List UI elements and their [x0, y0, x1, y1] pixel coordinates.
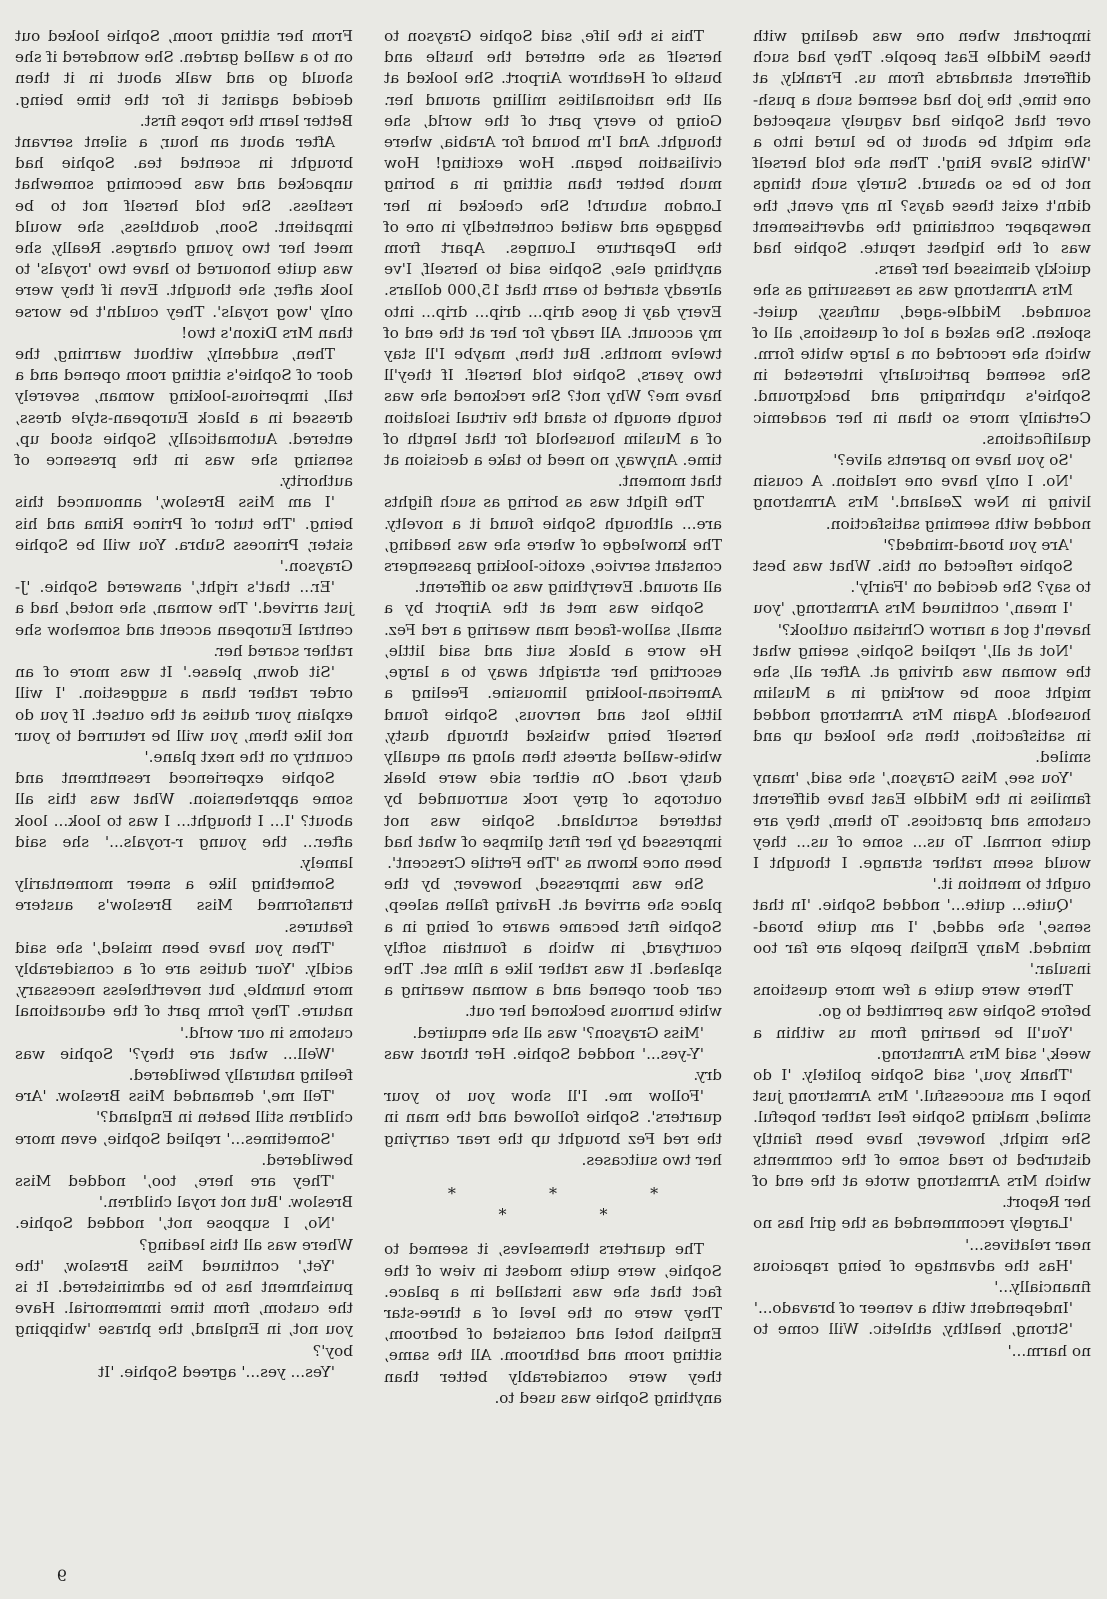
paragraph: 'So you have no parents alive?' — [833, 451, 1073, 470]
paragraph: This is the life, said Sophie Grayson to herself as she entered the hustle and bustle of Heathrow Airport. She looked at all the nationalities milling around her. Going to every part of the world, she thought. And I'm bound for Arabia, where civilisation began. How exciting! How much better than sitting in a boring London suburb! She checked in her baggage and waited contentedly in one of the Departure Lounges. Apart from anything else, Sophie said to herself, I've already started to earn that 15,000 dollars. Every day it goes drip... drip... drip... into my account. All ready for her at the end of twelve months. But then, maybe I'll stay two years, Sophie told herself. If they'll have me? Why not? She reckoned she was tough enough to stand the virtual isolation of a Muslim household for that length of time. Anyway, no need to take a decision at that moment. — [384, 27, 722, 491]
paragraph: 'Then you have been misled,' she said acidly. 'Your duties are of a considerably more humble, but nevertheless necessary, nature. They form part of the educational customs in our world.' — [15, 938, 353, 1042]
paragraph: 'I am Miss Breslow,' announced this being. 'The tutor of Prince Rima and his sister, Princess Subra. You will be Sophie Grayson.' — [15, 493, 353, 576]
paragraph: 'No, I suppose not,' nodded Sophie. Where was all this leading? — [15, 1214, 353, 1254]
paragraph: Sophie was met at the Airport by a small, sallow-faced man wearing a red Fez. He wore a black suit and said little, escorting her straight away to a large, American-looking limousine. Feeling a little lost and nervous, Sophie found herself being whisked through dusty, white-walled streets then along an equally dusty road. On either side were bleak outcrops of grey rock surrounded by tattered scrubland. Sophie was not impressed by her first glimpse of what had been once known as 'The Fertile Crescent'. — [384, 599, 722, 872]
paragraph: From her sitting room, Sophie looked out on to a walled garden. She wondered if she should go and walk about in it then decided against it for the time being. Better learn the ropes first. — [15, 27, 353, 130]
page-number: 9 — [56, 1566, 67, 1585]
paragraph: 'Follow me. I'll show you to your quarters'. Sophie followed and the man in the red Fez brought up the rear carrying her two suitcases. — [384, 1087, 722, 1169]
paragraph: 'Tell me,' demanded Miss Breslow. 'Are children still beaten in England?' — [15, 1087, 353, 1127]
text-column-1 — [753, 26, 1091, 1362]
paragraph: 'Independent with a veneer of bravado...' — [753, 1299, 1073, 1318]
paragraph: 'Er... that's right,' answered Sophie. 'J-just arrived.' The woman, she noted, had a central European accent and somehow she rather scared her. — [15, 578, 353, 660]
text-column-2 — [384, 26, 722, 1409]
paragraph: 'Are you broad-minded?' — [883, 535, 1073, 554]
paragraph: Sophie reflected on this. What was best to say? She decided on 'Fairly'. — [753, 557, 1091, 597]
paragraph: Something like a sneer momentarily transformed Miss Breslow's austere features. — [15, 875, 353, 936]
paragraph: 'Sit down, please.' It was more of an order rather than a suggestion. 'I will explain your duties at the outset. If you do not like them, you will be returned to your country on the next plane.' — [15, 663, 353, 766]
paragraph: 'Well... what are they?' Sophie was feeling naturally bewildered. — [15, 1044, 353, 1084]
paragraph: 'Thank you,' said Sophie politely. 'I do hope I am successful.' Mrs Armstrong just smiled, making Sophie feel rather hopeful. She might, however, have been faintly disturbed to read some of the comments which Mrs Armstrong wrote at the end of her Report. — [753, 1065, 1091, 1212]
paragraph: Sophie experienced resentment and some apprehension. What was this all about? 'I... I thought... I was to look... look after... the young r-royals...' she said lamely. — [15, 769, 353, 872]
paragraph: 'Has the advantage of being rapacious financially...' — [753, 1256, 1091, 1296]
paragraph: 'You see, Miss Grayson,' she said, 'many families in the Middle East have different customs and practices. To them, they are quite normal. To us... some of us... they would seem rather strange. I thought I ought to mention it.' — [753, 769, 1091, 894]
text-column-3 — [15, 26, 353, 1383]
paragraph: There were quite a few more questions before Sophie was permitted to go. — [753, 981, 1091, 1021]
paragraph: After about an hour, a silent servant brought in scented tea. Sophie had unpacked and was becoming somewhat restless. She told herself not to be impatient. Soon, doubtless, she would meet her two young charges. Really, she was quite honoured to have two 'royals' to look after, she thought. Even if they were only 'wog royals'. They couldn't be worse than Mrs Dixon's two! — [15, 133, 353, 342]
paragraph: 'Quite... quite...' nodded Sophie. 'In that sense,' she added, 'I am quite broad-minded. Many English people are far too insular.' — [753, 896, 1091, 978]
paragraph: 'Yes... yes...' agreed Sophie. 'It — [98, 1362, 335, 1381]
paragraph: 'Not at all,' replied Sophie, seeing what the woman was driving at. After all, she might soon be working in a Muslim household. Again Mrs Armstrong nodded in satisfaction, then she looked up and smiled. — [753, 641, 1091, 766]
paragraph: 'Largely recommended as the girl has no near relatives...' — [753, 1214, 1091, 1254]
paragraph: 'Miss Grayson?' was all she enquired. — [412, 1023, 704, 1042]
paragraph: 'Yet,' continued Miss Breslow, 'the punishment has to be administered. It is the custom, from time immemorial. Have you not, in England, the phrase 'whipping boy'? — [15, 1256, 353, 1360]
paragraph: 'No. I only have one relation. A cousin living in New Zealand.' Mrs Armstrong nodded with seeming satisfaction. — [753, 472, 1091, 533]
paragraph: She was impressed, however, by the place she arrived at. Having fallen asleep, Sophie first became aware of being in a courtyard, in which a fountain softly splashed. It was rather like a film set. The car door opened and a woman wearing a white burnous beckoned her out. — [384, 875, 722, 1021]
paragraph: 'Y-yes...' nodded Sophie. Her throat was dry. — [384, 1044, 722, 1084]
paragraph: 'You'll be hearing from us within a week,' said Mrs Armstrong. — [753, 1023, 1091, 1063]
paragraph: 'They are here, too,' nodded Miss Breslow. 'But not royal children.' — [15, 1171, 353, 1212]
paragraph: 'Strong, healthy, athletic. Will come to no harm...' — [753, 1320, 1091, 1360]
paragraph: important when one was dealing with these Middle East people. They had such different standards from us. Frankly, at one time, the job had seemed such a push-over that Sophie had vaguely suspected she might be about to be lured into a 'White Slave Ring'. Then she told herself not to be so absurd. Surely such things didn't exist these days? In any event, the newspaper containing the advertisement was of the highest repute. Sophie had quickly dismissed her fears. — [753, 27, 1091, 279]
paragraph: Then, suddenly, without warning, the door of Sophie's sitting room opened and a tall, imperious-looking woman, severely dressed in a black European-style dress, entered. Automatically, Sophie stood up, sensing she was in the presence of authority. — [15, 345, 353, 491]
paragraph: The quarters themselves, it seemed to Sophie, were quite modest in view of the fact that she was installed in a palace. They were on the level of a three-star English hotel and consisted of bedroom, sitting room and bathroom. All the same, they were considerably better than anything Sophie was used to. — [384, 1240, 722, 1407]
paragraph: The flight was as boring as such flights are... although Sophie found it a novelty. The knowledge of where she was heading, constant service, exotic-looking passengers all around. Everything was so different. — [384, 493, 722, 597]
paragraph: 'Sometimes...' replied Sophie, even more bewildered. — [15, 1129, 353, 1169]
section-break-asterisks: * * * * * — [403, 1183, 659, 1225]
paragraph: 'I mean,' continued Mrs Armstrong, 'you haven't got a narrow Christian outlook?' — [753, 599, 1091, 639]
paragraph: Mrs Armstrong was as reassuring as she sounded. Middle-aged, unfussy, quiet-spoken. She asked a lot of questions, all of which she recorded on a large white form. She seemed particularly interested in Sophie's upbringing and background. Certainly more so than in her academic qualifications. — [753, 281, 1091, 448]
